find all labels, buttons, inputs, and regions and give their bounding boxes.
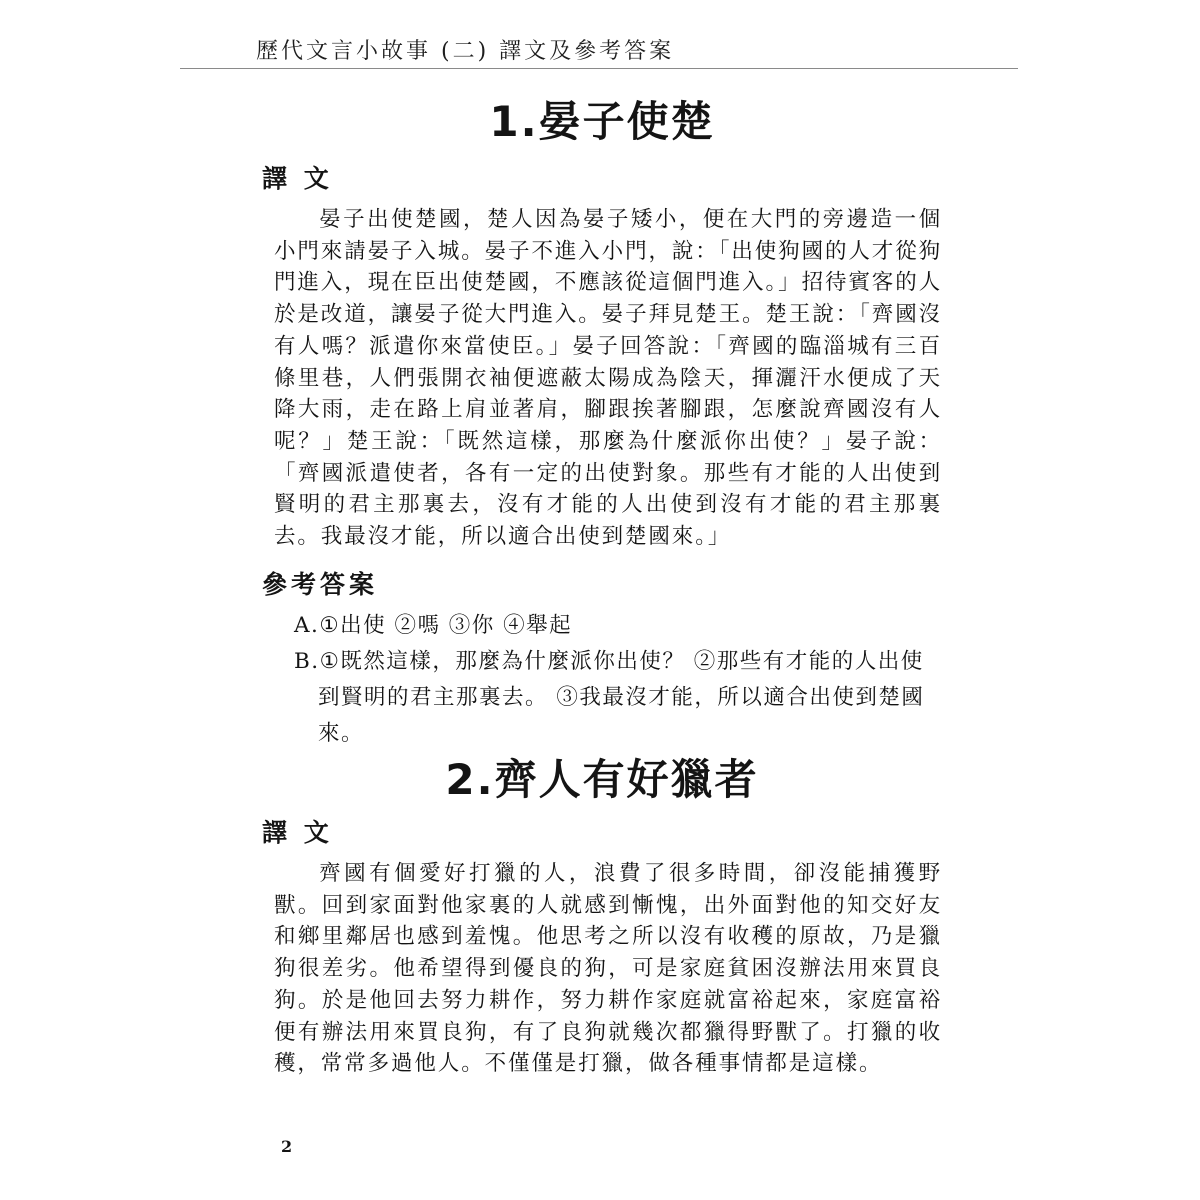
- translation-heading: 譯 文: [262, 164, 333, 193]
- story-1: [262, 94, 942, 752]
- header-divider: [180, 68, 1018, 69]
- translation-text: 晏子出使楚國，楚人因為晏子矮小，便在大門的旁邊造一個小門來請晏子入城。晏子不進入小門，說：「出使狗國的人才從狗門進入，現在臣出使楚國，不應該從這個門進入。」招待賓客的人於是改道，讓晏子從大門進入。晏子拜見楚王。楚王說：「齊國沒有人嗎？派遣你來當使臣。」晏子回答說：「齊國的臨淄城有三百條里巷，人們張開衣袖便遮蔽太陽成為陰天，揮灑汗水便成了天降大雨，走在路上肩並著肩，腳跟挨著腳跟，怎麼說齊國沒有人呢？」楚王說：「既然這樣，那麼為什麼派你出使？」晏子說：「齊國派遣使者，各有一定的出使對象。那些有才能的人出使到賢明的君主那裏去，沒有才能的人出使到沒有才能的君主那裏去。我最沒才能，所以適合出使到楚國來。」: [274, 207, 942, 550]
- story-title: 2.齊人有好獵者: [445, 755, 759, 804]
- story-title: 1.晏子使楚: [489, 97, 715, 146]
- answer-b: B.①既然這樣，那麼為什麼派你出使？ ②那些有才能的人出使到賢明的君主那裏去。 ③我最沒才能，所以適合出使到楚國來。: [294, 648, 925, 746]
- answers-list: [262, 608, 942, 752]
- story-2: [262, 752, 942, 1080]
- translation-heading: 譯 文: [262, 818, 333, 847]
- page-number: 2: [281, 1137, 293, 1156]
- answers-heading: 參考答案: [262, 569, 379, 599]
- answer-a: A.①出使 ②嗎 ③你 ④舉起: [294, 612, 573, 638]
- translation-text: 齊國有個愛好打獵的人，浪費了很多時間，卻沒能捕獲野獸。回到家面對他家裏的人就感到慚愧，出外面對他的知交好友和鄉里鄰居也感到羞愧。他思考之所以沒有收穫的原故，乃是獵狗很差劣。他希望得到優良的狗，可是家庭貧困沒辦法用來買良狗。於是他回去努力耕作，努力耕作家庭就富裕起來，家庭富裕便有辦法用來買良狗，有了良狗就幾次都獵得野獸了。打獵的收穫，常常多過他人。不僅僅是打獵，做各種事情都是這樣。: [274, 861, 942, 1077]
- running-header: 歷代文言小故事 (二) 譯文及參考答案: [256, 39, 675, 64]
